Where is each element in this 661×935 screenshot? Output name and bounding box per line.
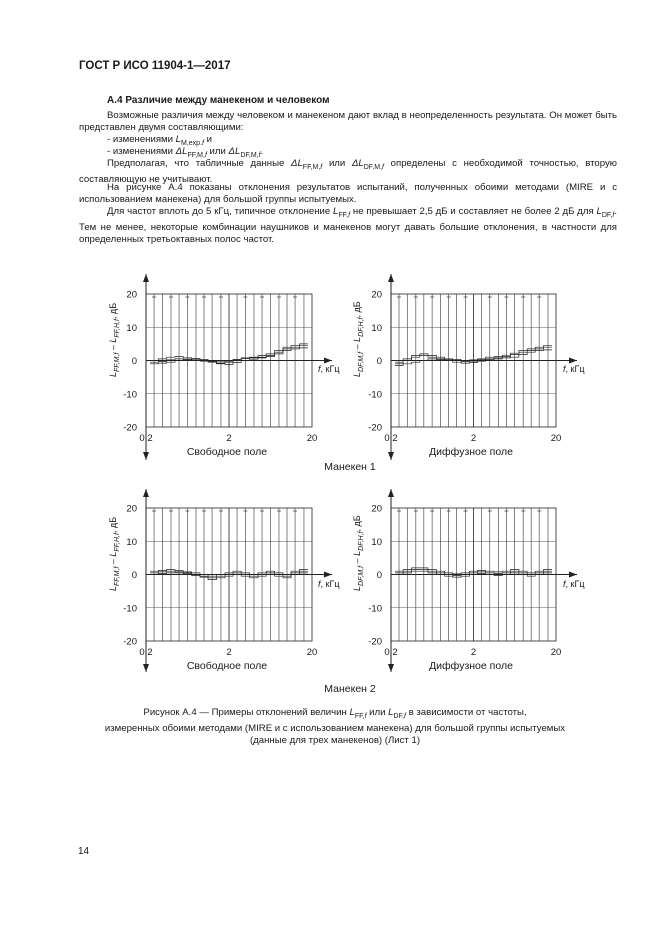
bullet-2: - изменениями $\Delta L_{FF,M,f}$ или $\Delta L_{DF,M,f}$. bbox=[107, 146, 264, 159]
x-tick-label: 0,2 bbox=[384, 433, 398, 444]
field-label-2: Диффузное поле bbox=[429, 446, 513, 458]
x-tick-label: 20 bbox=[550, 433, 562, 444]
bullet-1: - изменениями $L_{M,exp.f}$ и bbox=[107, 134, 212, 147]
y-tick-label: 10 bbox=[126, 536, 137, 548]
x-tick-label: 0,2 bbox=[384, 647, 398, 658]
y-tick-label: 20 bbox=[126, 503, 137, 515]
y-tick-label: 0 bbox=[131, 356, 137, 367]
y-tick-label: 20 bbox=[371, 289, 382, 301]
y-tick-label: 0 bbox=[376, 570, 382, 581]
x-tick-label: 0,2 bbox=[139, 647, 153, 658]
x-axis-label-4: f, кГц bbox=[563, 579, 585, 589]
x-axis-arrow bbox=[569, 572, 577, 578]
paragraph-3: На рисунке А.4 показаны отклонения результатов испытаний, полученных обоими методами (MIRE и с использованием манекена) для большой группы испытуемых. bbox=[79, 182, 617, 205]
mannequin-2-label: Манекен 2 bbox=[324, 683, 376, 695]
x-axis-label-3: f, кГц bbox=[318, 579, 340, 589]
y-axis-arrow-up bbox=[388, 274, 394, 282]
y-axis-label-2: $L_{DF,M,f} - L_{DF,H,f}$, дБ bbox=[352, 301, 365, 377]
x-tick-label: 20 bbox=[306, 433, 318, 444]
document-title: ГОСТ Р ИСО 11904-1—2017 bbox=[79, 60, 231, 72]
y-tick-label: 10 bbox=[371, 536, 382, 548]
y-axis-label-1: $L_{FF,M,f} - L_{FF,H,f}$, дБ bbox=[108, 302, 121, 377]
x-axis-arrow bbox=[569, 358, 577, 364]
y-tick-label: -10 bbox=[368, 389, 382, 401]
x-axis-arrow bbox=[324, 358, 332, 364]
paragraph-4: Для частот вплоть до 5 кГц, типичное отклонение $L_{FF,f}$ не превышает 2,5 дБ и составляет не более 2 дБ для $L_{DF,f}$. Тем не менее, некоторые комбинации наушников и манекенов могут давать большие отклонения, в частности для определенных третьоктавных полос частот. bbox=[79, 206, 617, 245]
x-tick-label: 2 bbox=[226, 647, 232, 658]
field-label-3: Свободное поле bbox=[186, 660, 268, 672]
x-axis-label-2: f, кГц bbox=[563, 364, 585, 374]
y-tick-label: 10 bbox=[371, 322, 382, 334]
y-tick-label: 10 bbox=[126, 322, 137, 334]
section-heading: А.4 Различие между манекеном и человеком bbox=[107, 95, 330, 106]
x-axis-label-1: f, кГц bbox=[318, 364, 340, 374]
paragraph-1: Возможные различия между человеком и манекеном дают вклад в неопределенность результата. Он может быть представлен двумя составляющими: bbox=[79, 110, 617, 133]
y-tick-label: -10 bbox=[123, 389, 137, 401]
y-tick-label: -10 bbox=[123, 603, 137, 615]
x-tick-label: 20 bbox=[306, 647, 318, 658]
y-tick-label: -20 bbox=[123, 422, 137, 434]
x-axis-arrow bbox=[324, 572, 332, 578]
x-tick-label: 2 bbox=[470, 647, 477, 658]
figure-caption: Рисунок А.4 — Примеры отклонений величин $L_{FF,f}$ или $L_{DF,f}$ в зависимости от частоты, измеренных обоими методами (MIRE и с использованием манекена) для большой группы испытуемых (данные для трех манекенов) (Лист 1) bbox=[104, 707, 566, 746]
x-tick-label: 0,2 bbox=[139, 433, 153, 444]
field-label-1: Свободное поле bbox=[186, 446, 268, 458]
page-number: 14 bbox=[78, 846, 90, 857]
y-axis-label-4: $L_{DF,M,f} - L_{DF,H,f}$, дБ bbox=[352, 515, 365, 591]
y-tick-label: 20 bbox=[371, 503, 382, 515]
x-tick-label: 20 bbox=[550, 647, 562, 658]
x-tick-label: 2 bbox=[470, 433, 477, 444]
paragraph-2: Предполагая, что табличные данные $\Delta L_{FF,M,f}$ или $\Delta L_{DF,M,f}$ определены с необходимой точностью, вторую составляющую не учитывают. bbox=[79, 158, 617, 185]
y-axis-label-3: $L_{FF,M,f} - L_{FF,H,f}$, дБ bbox=[108, 516, 121, 591]
y-axis-arrow-up bbox=[143, 489, 149, 497]
y-tick-label: -20 bbox=[123, 636, 137, 648]
y-tick-label: -20 bbox=[368, 422, 382, 434]
y-tick-label: 0 bbox=[131, 570, 137, 581]
y-tick-label: -10 bbox=[368, 603, 382, 615]
y-axis-arrow-up bbox=[388, 489, 394, 497]
y-axis-arrow-up bbox=[143, 274, 149, 282]
mannequin-1-label: Манекен 1 bbox=[324, 461, 376, 473]
x-tick-label: 2 bbox=[226, 433, 232, 444]
field-label-4: Диффузное поле bbox=[429, 660, 513, 672]
y-tick-label: -20 bbox=[368, 636, 382, 648]
y-tick-label: 0 bbox=[376, 356, 382, 367]
y-tick-label: 20 bbox=[126, 289, 137, 301]
